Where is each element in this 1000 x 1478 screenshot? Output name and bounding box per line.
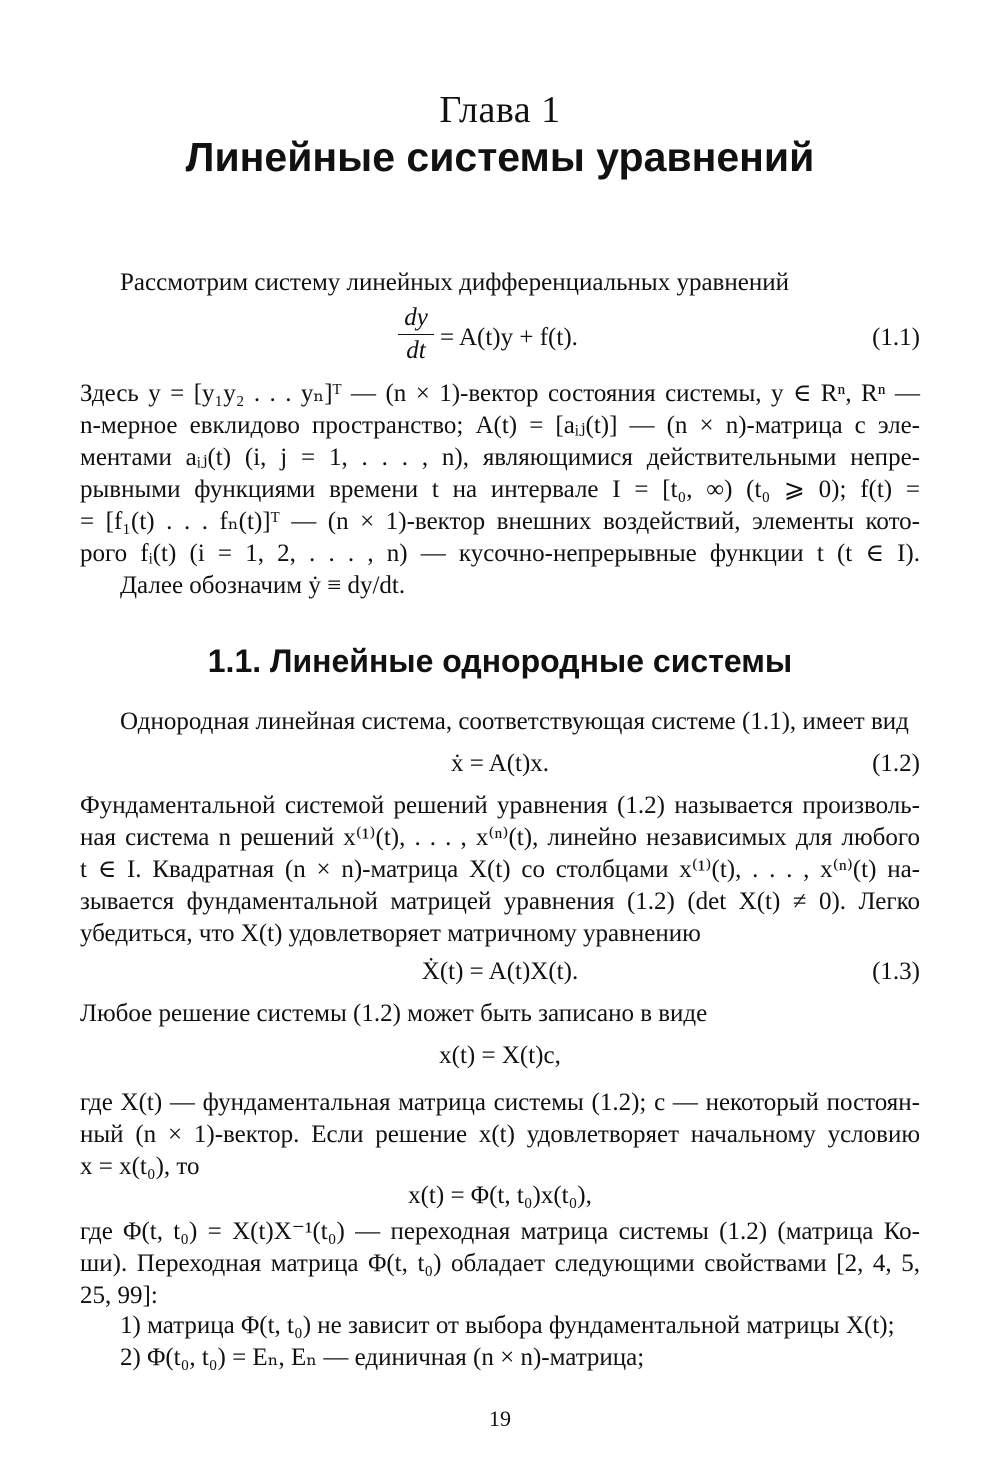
list-item: 2) Φ(t₀, t₀) = Eₙ, Eₙ — единичная (n × n)-матрица; [120, 1344, 645, 1371]
equation-1-1-number: (1.1) [872, 324, 920, 351]
intro-line: = [f₁(t) . . . fₙ(t)]ᵀ — (n × 1)-вектор внешних воздействий, элементы кото- [80, 508, 920, 535]
equation-1-3-number: (1.3) [872, 958, 920, 985]
notation-line: Далее обозначим ẏ ≡ dy/dt. [120, 572, 406, 599]
paragraph-line: где X(t) — фундаментальная матрица системы (1.2); c — некоторый постоян- [80, 1089, 920, 1116]
intro-lead: Рассмотрим систему линейных дифференциальных уравнений [120, 269, 789, 296]
equation-1-2: ẋ = A(t)x. [450, 750, 550, 777]
paragraph-line: зывается фундаментальной матрицей уравнения (1.2) (det X(t) ≠ 0). Легко [80, 888, 920, 915]
equation-1-1-denominator: dt [406, 337, 426, 364]
equation-1-1-rhs: = A(t)y + f(t). [440, 324, 578, 351]
paragraph-line: где Φ(t, t₀) = X(t)X⁻¹(t₀) — переходная матрица системы (1.2) (матрица Ко- [80, 1218, 920, 1245]
chapter-label: Глава 1 [439, 89, 561, 131]
intro-line: Здесь y = [y₁y₂ . . . yₙ]ᵀ — (n × 1)-вектор состояния системы, y ∈ Rⁿ, Rⁿ — [80, 380, 920, 407]
paragraph-line: ная система n решений x⁽¹⁾(t), . . . , x⁽ⁿ⁾(t), линейно независимых для любого [80, 824, 920, 851]
list-item: 1) матрица Φ(t, t₀) не зависит от выбора фундаментальной матрицы X(t); [120, 1312, 895, 1339]
section-lead: Однородная линейная система, соответствующая системе (1.1), имеет вид [120, 708, 909, 735]
intro-line: ментами aᵢⱼ(t) (i, j = 1, . . . , n), являющимися действительными непре- [80, 444, 920, 471]
intro-line: n-мерное евклидово пространство; A(t) = [aᵢⱼ(t)] — (n × n)-матрица с эле- [80, 412, 920, 439]
paragraph-line: 25, 99]: [80, 1282, 158, 1309]
paragraph-line: x = x(t₀), то [80, 1153, 200, 1180]
intro-line: рывными функциями времени t на интервале I = [t₀, ∞) (t₀ ⩾ 0); f(t) = [80, 476, 920, 503]
paragraph-line: Фундаментальной системой решений уравнения (1.2) называется произволь- [80, 792, 920, 819]
section-title: 1.1. Линейные однородные системы [207, 643, 793, 679]
paragraph-line: убедиться, что X(t) удовлетворяет матричному уравнению [80, 920, 701, 947]
chapter-title: Линейные системы уравнений [185, 134, 815, 180]
paragraph-line: t ∈ I. Квадратная (n × n)-матрица X(t) со столбцами x⁽¹⁾(t), . . . , x⁽ⁿ⁾(t) на- [80, 856, 920, 883]
equation-cauchy: x(t) = Φ(t, t₀)x(t₀), [408, 1182, 592, 1209]
paragraph-line: ный (n × 1)-вектор. Если решение x(t) удовлетворяет начальному условию [80, 1121, 920, 1148]
equation-1-1-numerator: dy [404, 304, 428, 331]
intro-line: рого fᵢ(t) (i = 1, 2, . . . , n) — кусочно-непрерывные функции t (t ∈ I). [80, 540, 920, 567]
equation-1-3: Ẋ(t) = A(t)X(t). [421, 958, 579, 985]
paragraph-line: Любое решение системы (1.2) может быть записано в виде [80, 1000, 708, 1027]
paragraph-line: ши). Переходная матрица Φ(t, t₀) обладает следующими свойствами [2, 4, 5, [80, 1250, 920, 1277]
page-number: 19 [489, 1406, 511, 1431]
fraction-bar [398, 334, 434, 335]
equation-1-2-number: (1.2) [872, 750, 920, 777]
equation-general-solution: x(t) = X(t)c, [439, 1042, 561, 1069]
equation-1-1-fraction [398, 304, 434, 365]
